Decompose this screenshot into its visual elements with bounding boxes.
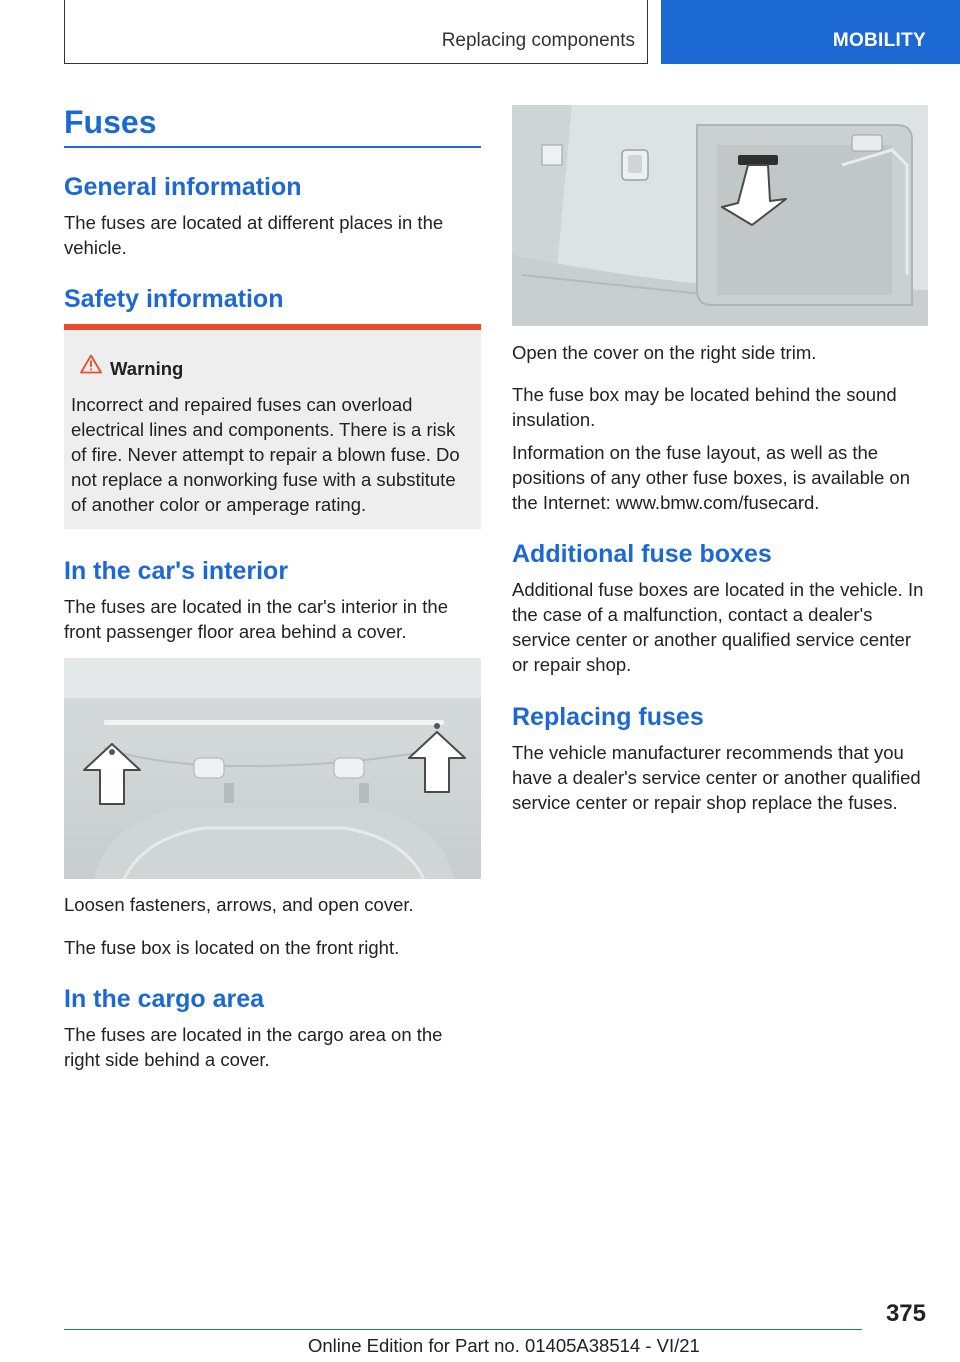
heading-replacing-fuses: Replacing fuses <box>512 703 704 731</box>
car-interior-text: The fuses are located in the car's interior in the front passenger floor area behind a cover. <box>64 596 449 642</box>
warning-box <box>64 324 481 529</box>
header-chapter-title: MOBILITY <box>832 30 926 51</box>
general-information-text: The fuses are located at different places in the vehicle. <box>64 212 444 258</box>
footer-rule <box>64 1329 862 1330</box>
heading-general-information: General information <box>64 173 302 201</box>
cargo-fuse-cover-illustration <box>512 105 928 326</box>
cargo-area-text: The fuses are located in the cargo area on the right side behind a cover. <box>64 1024 443 1070</box>
warning-title: Warning <box>110 358 184 379</box>
header-section-box <box>64 0 648 64</box>
heading-additional-fuse-boxes: Additional fuse boxes <box>512 540 772 568</box>
page-number: 375 <box>885 1300 926 1327</box>
cargo-caption-open-cover: Open the cover on the right side trim. <box>512 342 817 363</box>
header-section-title: Replacing components <box>441 30 635 51</box>
replacing-fuses-text: The vehicle manufacturer recommends that you have a dealer's service center or another qualified service center or repair shop replace the fuses. <box>512 742 921 813</box>
fuse-layout-text: Information on the fuse layout, as well as the positions of any other fuse boxes, is available on the Internet: www.bmw.com/fusecard. <box>512 442 910 513</box>
additional-fuse-boxes-text: Additional fuse boxes are located in the vehicle. In the case of a malfunction, contact a dealer's service center or another qualified service center or repair shop. <box>512 579 924 675</box>
header-chapter-tab <box>661 0 960 64</box>
sound-insulation-text: The fuse box may be located behind the sound insulation. <box>512 384 897 430</box>
warning-text: Incorrect and repaired fuses can overload electrical lines and components. There is a risk of fire. Never attempt to repair a blown fuse. Do not replace a nonworking fuse with a substitute of another color or amperage rating. <box>71 394 460 515</box>
page-title: Fuses <box>64 104 157 140</box>
heading-cargo-area: In the cargo area <box>64 985 265 1013</box>
interior-caption-loosen: Loosen fasteners, arrows, and open cover. <box>64 894 414 915</box>
interior-fuse-cover-illustration <box>64 658 481 879</box>
heading-safety-information: Safety information <box>64 285 284 313</box>
title-rule <box>64 146 481 148</box>
heading-car-interior: In the car's interior <box>64 557 289 585</box>
interior-caption-location: The fuse box is located on the front right. <box>64 937 400 958</box>
warning-triangle-icon <box>80 354 102 374</box>
footer-edition: Online Edition for Part no. 01405A38514 - VI/21 <box>308 1335 700 1356</box>
